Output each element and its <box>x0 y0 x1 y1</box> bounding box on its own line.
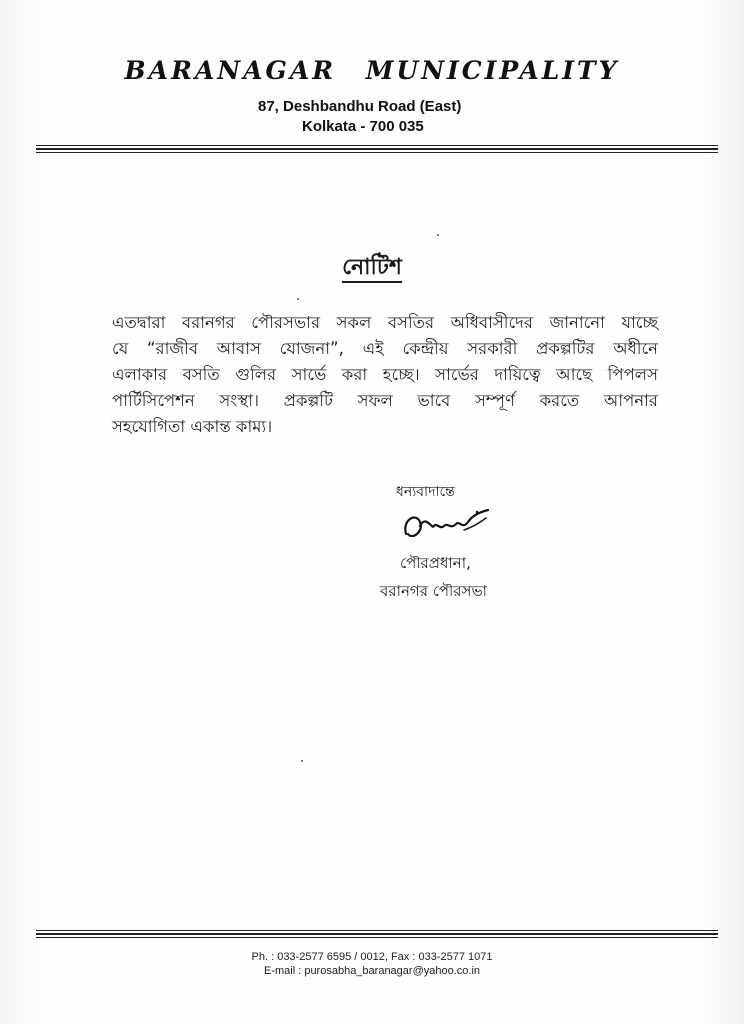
notice-body-line: এতদ্বারা বরানগর পৌরসভার সকল বসতির অধিবাসীদের জানানো যাচ্ছে <box>112 313 658 332</box>
signature-image <box>398 500 498 550</box>
notice-title-text: নোটিশ <box>342 255 402 283</box>
notice-title <box>0 250 744 287</box>
notice-body <box>112 310 658 440</box>
signatory-designation: পৌরপ্রধানা, <box>400 554 471 572</box>
notice-body-line: পার্টিসিপেশন সংস্থা। প্রকল্পটি সফল ভাবে সম্পূর্ণ করতে আপনার <box>112 391 658 410</box>
signatory-organization: বরানগর পৌরসভা <box>380 582 487 600</box>
letterhead-address-line2: Kolkata - 700 035 <box>302 118 424 135</box>
notice-body-line: যে “রাজীব আবাস যোজনা”, এই কেন্দ্রীয় সরকারী প্রকল্পটির অধীনে <box>112 339 658 358</box>
letterhead-address-line1: 87, Deshbandhu Road (East) <box>258 98 462 115</box>
header-divider <box>36 145 718 153</box>
footer-divider <box>36 930 718 938</box>
footer-contact-phone: Ph. : 033-2577 6595 / 0012, Fax : 033-2577 1071 <box>251 951 493 963</box>
footer-contact-email: E-mail : purosabha_baranagar@yahoo.co.in <box>263 965 481 977</box>
scan-speck <box>437 234 439 236</box>
letterhead-org-name: BARANAGAR MUNICIPALITY <box>124 56 620 85</box>
notice-body-line: সহযোগিতা একান্ত কাম্য। <box>112 417 273 436</box>
notice-body-line: এলাকার বসতি গুলির সার্ভে করা হচ্ছে। সার্ভের দায়িত্বে আছে পিপলস <box>112 365 658 384</box>
scan-speck <box>297 298 299 300</box>
scan-speck <box>301 760 303 762</box>
closing-text: ধন্যবাদান্তে <box>396 484 455 500</box>
